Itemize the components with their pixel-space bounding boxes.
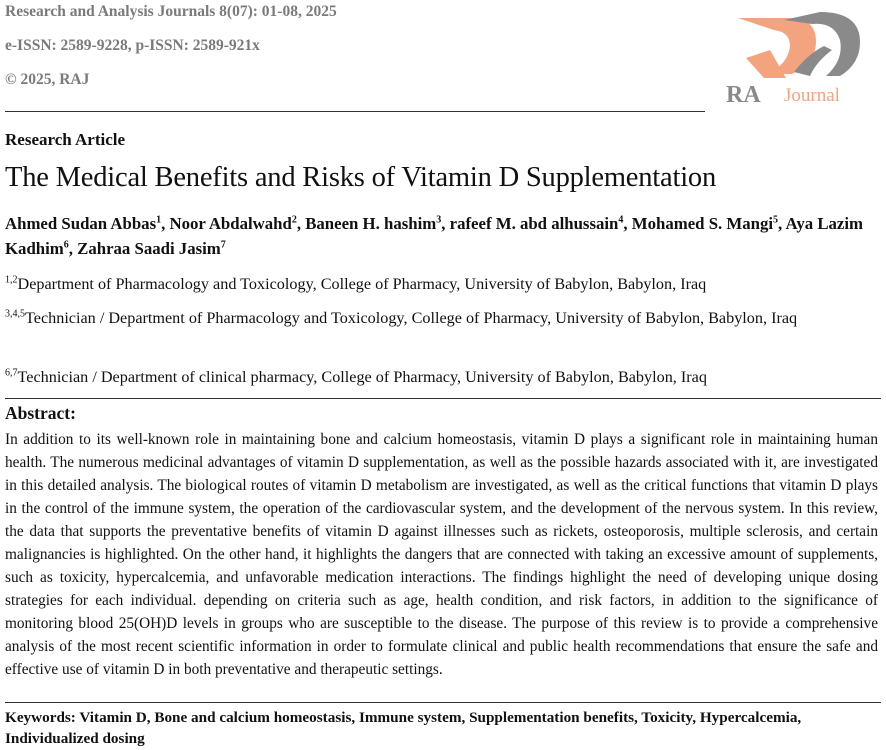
author-name: Baneen H. hashim: [305, 214, 437, 233]
abstract-divider-top: [5, 398, 881, 399]
copyright-line: © 2025, RAJ: [5, 71, 90, 88]
logo-ra-text: RA: [726, 82, 761, 106]
author-name: Zahraa Saadi Jasim: [77, 239, 221, 258]
affiliation-2: [5, 306, 881, 331]
author-name: Noor Abdalwahd: [169, 214, 292, 233]
journal-citation: Research and Analysis Journals 8(07): 01-08, 2025: [5, 3, 337, 20]
keywords: Keywords: Vitamin D, Bone and calcium homeostasis, Immune system, Supplementation benefits, Toxicity, Hypercalcemia, Individualized dosing: [5, 709, 802, 747]
author-name: Mohamed S. Mangi: [631, 214, 774, 233]
article-type: Research Article: [5, 130, 126, 149]
affiliation-text: Technician / Department of clinical pharmacy, College of Pharmacy, University of Babylon, Babylon, Iraq: [17, 368, 707, 386]
article-title: The Medical Benefits and Risks of Vitamin D Supplementation: [5, 162, 717, 193]
abstract-divider-bottom: [5, 702, 881, 703]
author-name: Ahmed Sudan Abbas: [5, 214, 157, 233]
author-affiliation-mark: 2: [291, 214, 297, 226]
affiliation-mark: 3,4,5: [5, 308, 25, 320]
author-name: rafeef M. abd alhussain: [449, 214, 619, 233]
abstract-heading: Abstract:: [5, 403, 76, 423]
abstract-text: In addition to its well-known role in maintaining bone and calcium homeostasis, vitamin D plays a significant role in maintaining human health. The numerous medicinal advantages of vitamin D supplementation, as well as the possible hazards associated with it, are investigated in this detailed analysis. The biological routes of vitamin D metabolism are investigated, as well as the critical functions that vitamin D plays in the control of the immune system, the operation of the cardiovascular system, and the development of the nervous system. In this review, the data that supports the preventative benefits of vitamin D against illnesses such as rickets, osteoporosis, multiple sclerosis, and certain malignancies is highlighted. On the other hand, it highlights the dangers that are connected with taking an excessive amount of supplements, such as toxicity, hypercalcemia, and unfavorable medication interactions. The findings highlight the need of developing unique dosing strategies for each individual. depending on criteria such as age, health condition, and risk factors, in addition to the significance of monitoring blood 25(OH)D levels in groups who are susceptible to the disease. The purpose of this review is to provide a comprehensive analysis of the most recent scientific information in order to formulate clinical and public health recommendations that ensure the safe and effective use of vitamin D in both preventative and therapeutic settings.: [5, 431, 878, 678]
author-affiliation-mark: 3: [436, 214, 442, 226]
affiliation-text: Technician / Department of Pharmacology and Toxicology, College of Pharmacy, University of Babylon, Babylon, Iraq: [25, 309, 798, 327]
issn-line: e-ISSN: 2589-9228, p-ISSN: 2589-921x: [5, 37, 260, 54]
author-name: Aya Lazim Kadhim: [5, 214, 864, 258]
affiliation-mark: 1,2: [5, 274, 18, 286]
author-affiliation-mark: 7: [220, 239, 226, 251]
author-affiliation-mark: 6: [63, 239, 69, 251]
header-divider: [5, 111, 705, 112]
author-affiliation-mark: 5: [773, 214, 779, 226]
author-list: Ahmed Sudan Abbas$^1$, Noor Abdalwahd$^2$, Baneen H. hashim$^3$, rafeef M. abd alhussain$^4$, Mohamed S. Mangi$^5$, Aya Lazim Kadhim$^6$, Zahraa Saadi Jasim$^7$: [5, 214, 864, 258]
logo-journal-text: Journal: [784, 85, 840, 106]
affiliation-3: [5, 365, 881, 390]
affiliation-mark: 6,7: [5, 367, 18, 379]
author-affiliation-mark: 1: [156, 214, 162, 226]
affiliation-1: [5, 272, 881, 297]
affiliation-text: Department of Pharmacology and Toxicology, College of Pharmacy, University of Babylon, Babylon, Iraq: [17, 275, 707, 293]
author-affiliation-mark: 4: [618, 214, 624, 226]
ra-journal-logo: [724, 6, 869, 106]
